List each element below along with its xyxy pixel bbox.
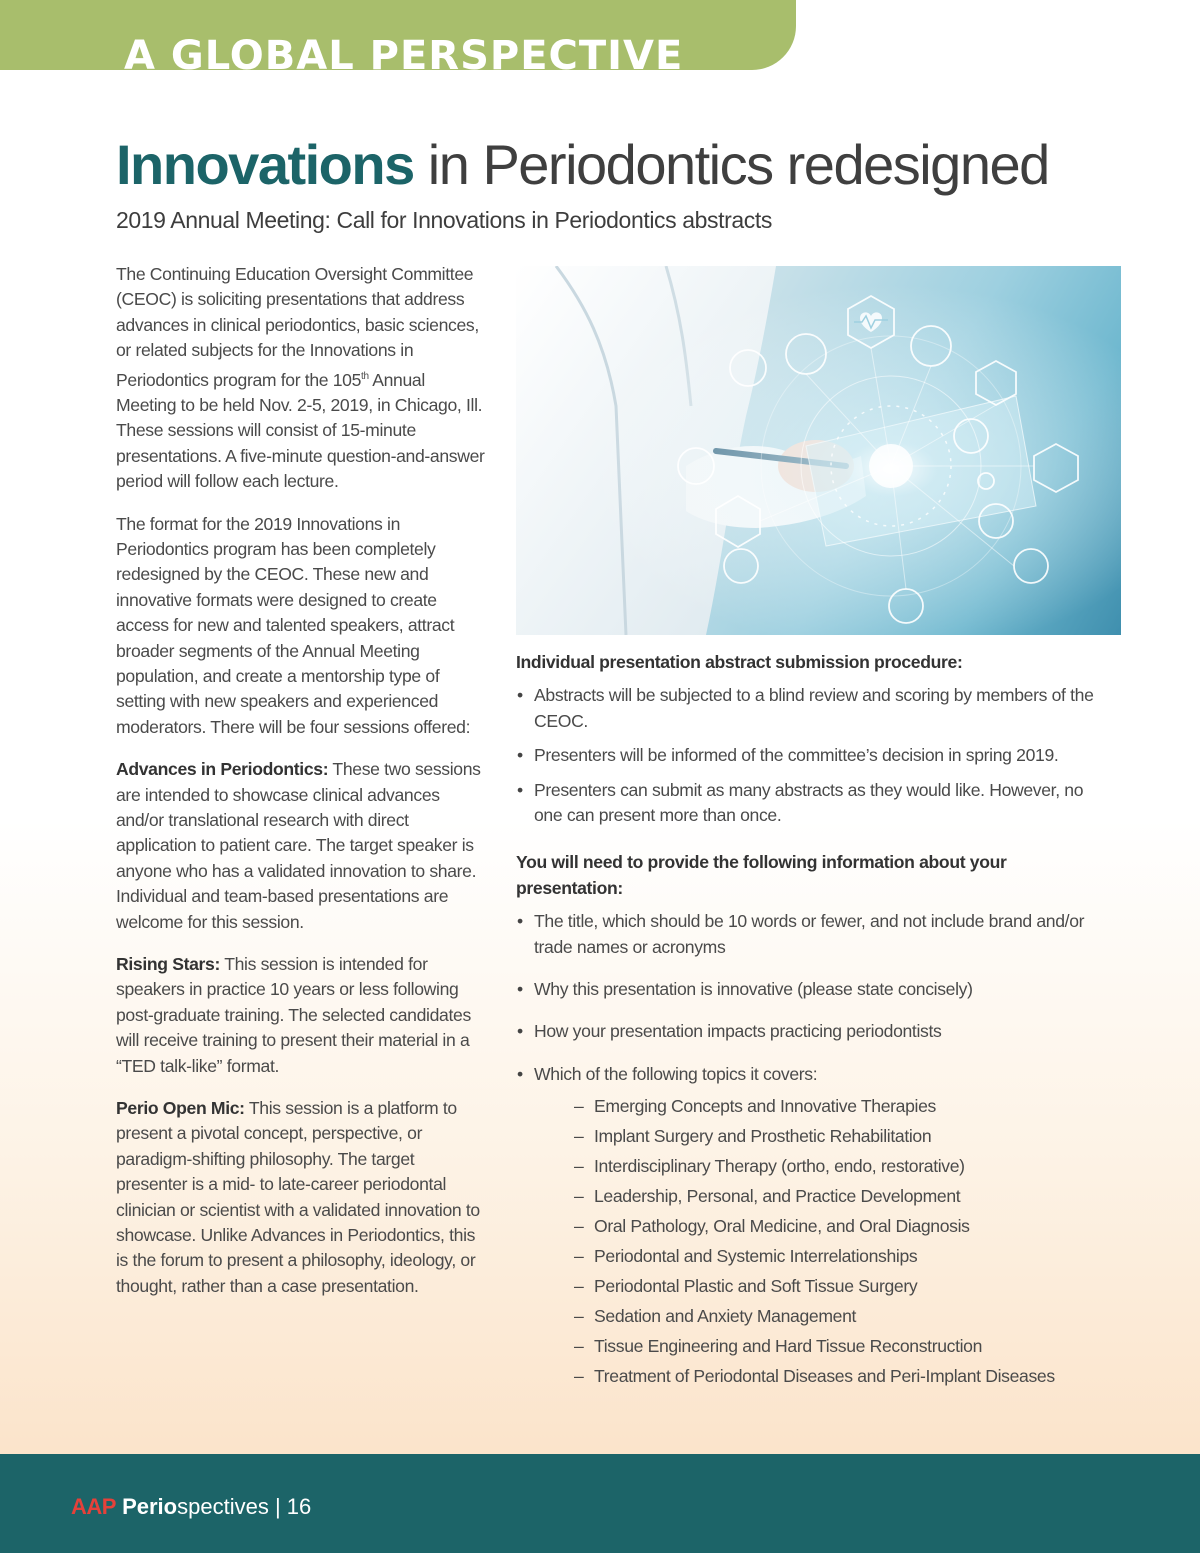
topic-item: – Interdisciplinary Therapy (ortho, endo, restorative) bbox=[574, 1151, 1106, 1181]
left-column bbox=[116, 262, 488, 1316]
topic-item: – Tissue Engineering and Hard Tissue Reconstruction bbox=[574, 1331, 1106, 1361]
topic-item: – Emerging Concepts and Innovative Therapies bbox=[574, 1091, 1106, 1121]
procedure-heading: Individual presentation abstract submission procedure: bbox=[516, 652, 963, 672]
page-title-strong: Innovations bbox=[116, 133, 414, 196]
list-item: • Presenters will be informed of the committee’s decision in spring 2019. bbox=[516, 743, 1106, 768]
page-footer bbox=[0, 1454, 1200, 1553]
doctor-tablet-photo bbox=[516, 266, 1121, 635]
topic-item: – Periodontal and Systemic Interrelationships bbox=[574, 1241, 1106, 1271]
page-title-rest: in Periodontics redesigned bbox=[413, 133, 1049, 196]
list-item: • The title, which should be 10 words or fewer, and not include brand and/or trade names or acronyms bbox=[516, 909, 1106, 960]
session-advances bbox=[116, 757, 488, 935]
topics-intro: Which of the following topics it covers: bbox=[534, 1063, 818, 1084]
list-item: • How your presentation impacts practicing periodontists bbox=[516, 1019, 1106, 1044]
session-text: These two sessions are intended to showcase clinical advances and/or translational research with direct application to patient care. The target speaker is anyone who has a validated innovation to share. Individual and team-based presentations are welcome for this session. bbox=[116, 759, 481, 932]
session-open-mic bbox=[116, 1096, 488, 1299]
list-item bbox=[516, 1062, 1106, 1391]
session-rising-stars bbox=[116, 952, 488, 1079]
page-number: 16 bbox=[286, 1494, 312, 1519]
brand-aap: AAP bbox=[71, 1494, 116, 1519]
intro-text-b: Annual Meeting to be held Nov. 2-5, 2019, in Chicago, Ill. These sessions will consist of 15-minute presentations. A five-minute question-and-answer period will follow each lecture. bbox=[116, 369, 485, 492]
brand-spectives: spectives bbox=[177, 1494, 269, 1519]
page-title bbox=[116, 130, 1049, 200]
procedure-list bbox=[516, 683, 1106, 828]
topics-list bbox=[534, 1091, 1106, 1391]
info-list bbox=[516, 909, 1106, 1391]
session-title: Advances in Periodontics: bbox=[116, 759, 329, 780]
list-item: • Abstracts will be subjected to a blind review and scoring by members of the CEOC. bbox=[516, 683, 1106, 734]
topic-item: – Implant Surgery and Prosthetic Rehabilitation bbox=[574, 1121, 1106, 1151]
topic-item: – Periodontal Plastic and Soft Tissue Surgery bbox=[574, 1271, 1106, 1301]
section-banner-title: A GLOBAL PERSPECTIVE bbox=[124, 33, 684, 70]
footer-separator: | bbox=[268, 1494, 287, 1519]
intro-superscript: th bbox=[361, 370, 369, 382]
session-text: This session is a platform to present a pivotal concept, perspective, or paradigm-shifting philosophy. The target presenter is a mid- to late-career periodontal clinician or scientist with a validated innovation to showcase. Unlike Advances in Periodontics, this is the forum to present a philosophy, ideology, or thought, rather than a case presentation. bbox=[116, 1098, 480, 1296]
footer-brand bbox=[71, 1492, 311, 1522]
session-title: Rising Stars: bbox=[116, 954, 220, 975]
format-paragraph: The format for the 2019 Innovations in Periodontics program has been completely redesigned by the CEOC. These new and innovative formats were designed to create access for new and talented speakers, attract broader segments of the Annual Meeting population, and create a mentorship type of setting with new speakers and experienced moderators. There will be four sessions offered: bbox=[116, 513, 471, 737]
topic-item: – Leadership, Personal, and Practice Development bbox=[574, 1181, 1106, 1211]
page-subtitle: 2019 Annual Meeting: Call for Innovations in Periodontics abstracts bbox=[116, 207, 772, 233]
section-banner bbox=[0, 0, 796, 70]
brand-perio: Perio bbox=[122, 1494, 178, 1519]
topic-item: – Oral Pathology, Oral Medicine, and Oral Diagnosis bbox=[574, 1211, 1106, 1241]
intro-text-a: The Continuing Education Oversight Committee (CEOC) is soliciting presentations that address advances in clinical periodontics, basic sciences, or related subjects for the Innovations in Periodontics program for the 105 bbox=[116, 264, 479, 390]
list-item: • Presenters can submit as many abstracts as they would like. However, no one can present more than once. bbox=[516, 778, 1106, 829]
session-text: This session is intended for speakers in practice 10 years or less following post-graduate training. The selected candidates will receive training to present their material in a “TED talk-like” format. bbox=[116, 954, 471, 1076]
intro-paragraph bbox=[116, 262, 488, 495]
topic-item: – Treatment of Periodontal Diseases and Peri-Implant Diseases bbox=[574, 1361, 1106, 1391]
session-title: Perio Open Mic: bbox=[116, 1098, 245, 1119]
info-heading: You will need to provide the following information about your presentation: bbox=[516, 852, 1007, 898]
topic-item: – Sedation and Anxiety Management bbox=[574, 1301, 1106, 1331]
right-column bbox=[516, 650, 1106, 1400]
list-item: • Why this presentation is innovative (please state concisely) bbox=[516, 977, 1106, 1002]
